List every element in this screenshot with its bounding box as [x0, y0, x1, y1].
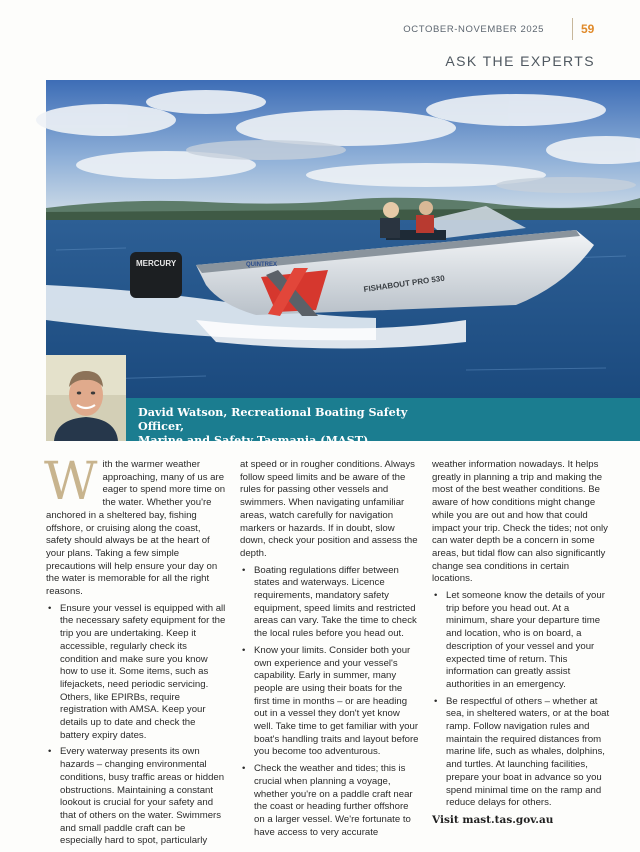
intro-text: ith the warmer weather approaching, many of us are eager to spend more time on the water. Whether you're anchored in a sheltered bay, fishing offshore, or cruising along the coast, safety should always be at the heart of your plans. Taking a few simple precautions will help ensure your day on the water is memorable for all the right reasons.	[46, 459, 226, 598]
caption-band	[126, 398, 640, 447]
bullet-list-3	[432, 590, 612, 810]
dropcap: W	[44, 452, 98, 512]
bullet-list-1	[46, 603, 226, 848]
caption-line-1: David Watson, Recreational Boating Safety Officer,	[138, 405, 408, 433]
list-item: • Every waterway presents its own hazards – changing environmental conditions, busy traffic areas or hidden obstructions. Maintaining a constant lookout is crucial for your safety and that of others on the water. Swimmers and small paddle craft can be especially hard to spot, particularly	[46, 746, 226, 848]
section-title: ASK THE EXPERTS	[445, 53, 595, 69]
bullet-list-2	[240, 565, 420, 840]
hero-boat-photo	[46, 80, 640, 398]
list-item: • Be respectful of others – whether at sea, in sheltered waters, or at the boat ramp. Follow navigation rules and maintain the required distances from marine life, such as whales, dolphins, and turtles. At launching facilities, prepare your boat in advance so you spend minimal time on the ramp and reduce delays for others.	[432, 696, 612, 810]
boat-brand-text: QUINTREX	[246, 262, 278, 268]
list-item: • Boating regulations differ between states and waterways. Licence requirements, mandatory safety equipment, speed limits and restricted areas can vary. Take the time to check the local rules before you head out.	[240, 565, 420, 641]
expert-caption	[138, 405, 438, 447]
visit-link[interactable]: Visit mast.tas.gov.au	[432, 813, 554, 826]
article-body	[44, 452, 610, 847]
article-column-1	[44, 452, 226, 852]
expert-portrait	[46, 355, 126, 441]
list-item: • Know your limits. Consider both your own experience and your vessel's capability. Early in summer, many people are using their boats for the first time in months – or are heading out in a vessel they don't yet know well. Take time to get familiar with your boat's handling traits and layout before you become too adventurous.	[240, 645, 420, 759]
header-divider	[572, 18, 573, 40]
intro-paragraph	[44, 452, 226, 599]
issue-date: OCTOBER-NOVEMBER 2025	[403, 24, 544, 35]
caption-line-2: Marine and Safety Tasmania (MAST).	[138, 433, 373, 447]
article-column-3	[432, 459, 612, 827]
continuation-text: weather information nowadays. It helps greatly in planning a trip and making the most of the best weather conditions. Be aware of how conditions might change while you are out and how that could impact your trip. Check the tides; not only can water depth be a concern in some areas, but tidal flow can also significantly change sea conditions in certain locations.	[432, 459, 608, 585]
boat-model-text: FISHABOUT PRO 530	[363, 273, 446, 294]
list-item: • Ensure your vessel is equipped with all the necessary safety equipment for the trip you are undertaking. Keep it accessible, regularly check its condition and make sure you know how to use it. Some items, such as lifejackets, need periodic servicing. Others, like EPIRBs, require registration with AMSA. Keep your details up to date and check the battery expiry dates.	[46, 603, 226, 743]
engine-brand-text: MERCURY	[136, 259, 177, 268]
page-number: 59	[581, 22, 595, 36]
list-item: • Let someone know the details of your trip before you head out. At a minimum, share your departure time and location, who is on board, a description of your vessel and your expected time of return. This information can greatly assist authorities in an emergency.	[432, 590, 612, 692]
article-column-2	[240, 459, 420, 843]
list-item: • Check the weather and tides; this is crucial when planning a voyage, whether you're on a paddle craft near the coast or heading further offshore on a larger vessel. We're fortunate to have access to very accurate	[240, 763, 420, 839]
continuation-text: at speed or in rougher conditions. Always follow speed limits and be aware of the rules for passing other vessels and swimmers. When navigating unfamiliar areas, watch carefully for navigation markers or hazards. If in doubt, slow down, check your position and assess the depth.	[240, 459, 418, 559]
